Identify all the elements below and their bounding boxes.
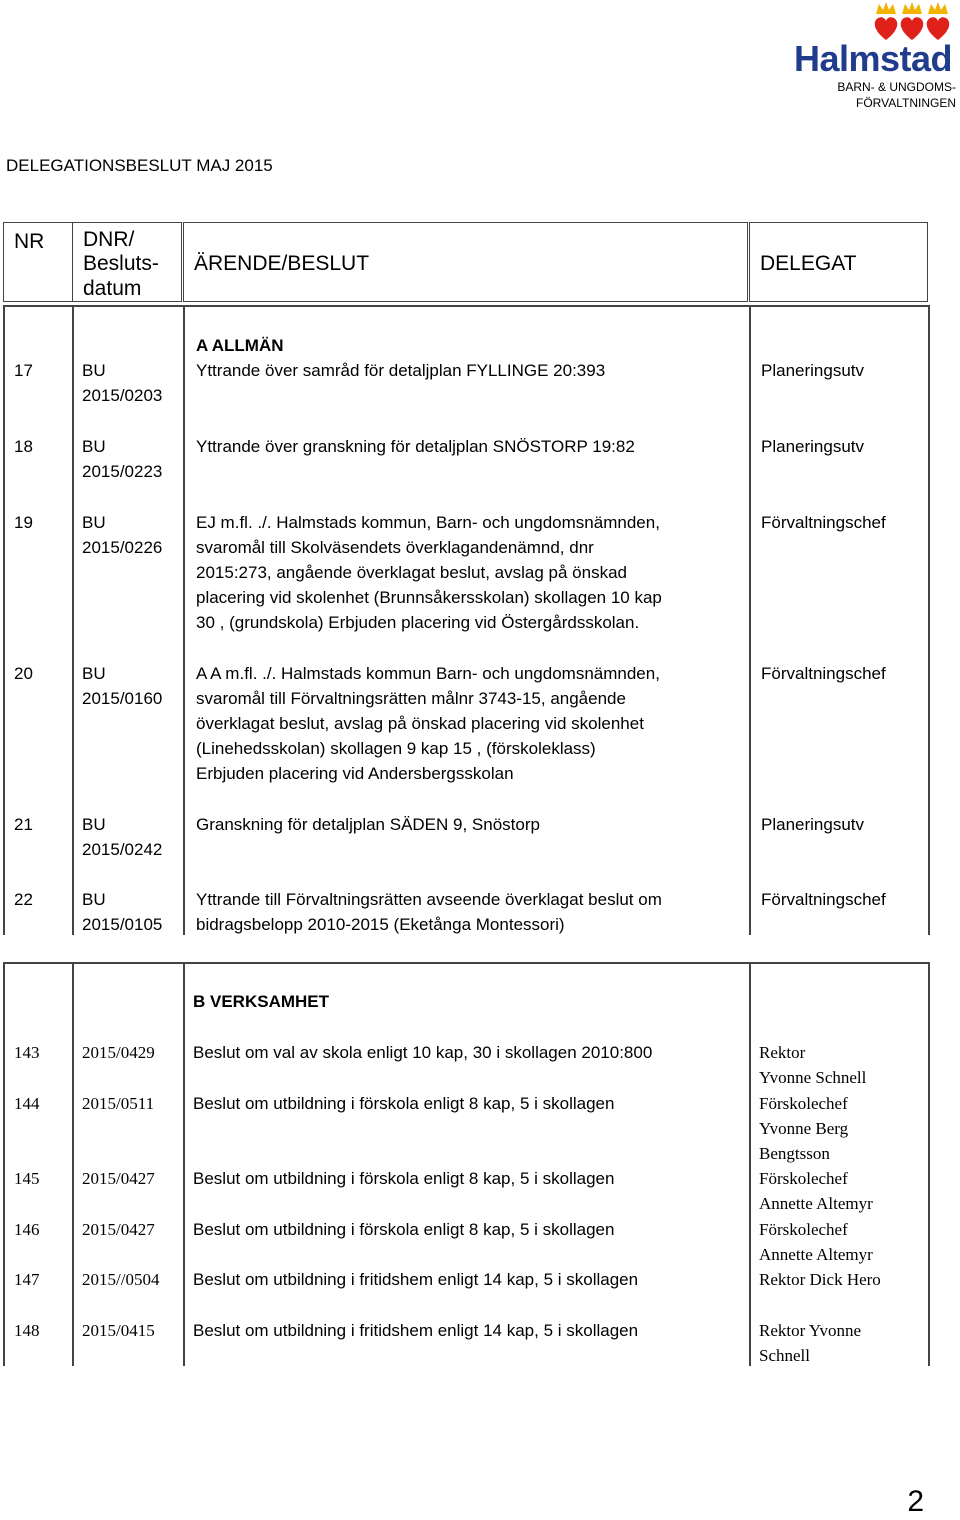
row-22-line-1: Yttrande till Förvaltningsrätten avseende överklagat beslut om bbox=[196, 890, 662, 909]
header-nr: NR bbox=[14, 230, 45, 253]
row-19-line-5: 30 , (grundskola) Erbjuden placering vid Östergårdsskolan. bbox=[196, 613, 640, 632]
row-19-prefix: BU bbox=[82, 513, 106, 532]
row-18-delegat: Planeringsutv bbox=[761, 437, 865, 456]
row-146-delegat-2: Annette Altemyr bbox=[759, 1245, 873, 1264]
row-144-beslut: Beslut om utbildning i förskola enligt 8 kap, 5 i skollagen bbox=[193, 1094, 615, 1113]
row-21-line-1: Granskning för detaljplan SÄDEN 9, Snöstorp bbox=[196, 815, 540, 834]
section-a-top-border bbox=[3, 305, 929, 307]
row-17-dnr: 2015/0203 bbox=[82, 386, 163, 405]
row-19-line-2: svaromål till Skolväsendets överklagandenämnd, dnr bbox=[196, 538, 594, 557]
section-a-line-3 bbox=[749, 305, 751, 935]
row-17-nr: 17 bbox=[14, 361, 33, 380]
row-144-delegat-3: Bengtsson bbox=[759, 1144, 830, 1163]
row-20-prefix: BU bbox=[82, 664, 106, 683]
row-143-delegat-1: Rektor bbox=[759, 1043, 806, 1062]
row-19-line-1: EJ m.fl. ./. Halmstads kommun, Barn- och ungdomsnämnden, bbox=[196, 513, 660, 532]
header-dnr-cell bbox=[72, 222, 182, 302]
row-21-dnr: 2015/0242 bbox=[82, 840, 163, 859]
row-145-nr: 145 bbox=[14, 1169, 40, 1188]
row-18-nr: 18 bbox=[14, 437, 33, 456]
row-148-dnr: 2015/0415 bbox=[82, 1321, 155, 1340]
section-b-line-3 bbox=[749, 962, 751, 1366]
row-20-dnr: 2015/0160 bbox=[82, 689, 163, 708]
logo-subtitle-line2: FÖRVALTNINGEN bbox=[855, 96, 956, 110]
header-delegat: DELEGAT bbox=[760, 252, 857, 275]
row-147-dnr: 2015//0504 bbox=[82, 1270, 160, 1289]
row-145-beslut: Beslut om utbildning i förskola enligt 8 kap, 5 i skollagen bbox=[193, 1169, 615, 1188]
row-146-beslut: Beslut om utbildning i förskola enligt 8 kap, 5 i skollagen bbox=[193, 1220, 615, 1239]
row-147-nr: 147 bbox=[14, 1270, 40, 1289]
row-21-nr: 21 bbox=[14, 815, 33, 834]
row-20-delegat: Förvaltningschef bbox=[761, 664, 886, 683]
row-146-dnr: 2015/0427 bbox=[82, 1220, 155, 1239]
section-a-line-1 bbox=[72, 305, 74, 935]
row-144-nr: 144 bbox=[14, 1094, 40, 1113]
row-19-dnr: 2015/0226 bbox=[82, 538, 163, 557]
row-20-line-5: Erbjuden placering vid Andersbergsskolan bbox=[196, 764, 514, 783]
row-19-line-4: placering vid skolenhet (Brunnsåkersskolan) skollagen 10 kap bbox=[196, 588, 662, 607]
row-147-beslut: Beslut om utbildning i fritidshem enligt 14 kap, 5 i skollagen bbox=[193, 1270, 639, 1289]
row-145-delegat-1: Förskolechef bbox=[759, 1169, 848, 1188]
row-18-dnr: 2015/0223 bbox=[82, 462, 163, 481]
section-a-heading: A ALLMÄN bbox=[196, 336, 284, 355]
row-145-dnr: 2015/0427 bbox=[82, 1169, 155, 1188]
row-17-prefix: BU bbox=[82, 361, 106, 380]
header-dnr-line1: DNR/ bbox=[83, 228, 135, 251]
section-b-line-left bbox=[3, 962, 5, 1366]
row-19-delegat: Förvaltningschef bbox=[761, 513, 886, 532]
section-b-line-2 bbox=[183, 962, 185, 1366]
page-number: 2 bbox=[907, 1485, 924, 1518]
row-22-dnr: 2015/0105 bbox=[82, 915, 163, 934]
row-143-dnr: 2015/0429 bbox=[82, 1043, 155, 1062]
row-143-nr: 143 bbox=[14, 1043, 40, 1062]
row-22-line-2: bidragsbelopp 2010-2015 (Eketånga Montessori) bbox=[196, 915, 565, 934]
row-146-delegat-1: Förskolechef bbox=[759, 1220, 848, 1239]
row-22-prefix: BU bbox=[82, 890, 106, 909]
row-17-line-1: Yttrande över samråd för detaljplan FYLLINGE 20:393 bbox=[196, 361, 606, 380]
section-a-line-right bbox=[928, 305, 930, 935]
row-20-line-2: svaromål till Förvaltningsrätten målnr 3743-15, angående bbox=[196, 689, 626, 708]
document-title: DELEGATIONSBESLUT MAJ 2015 bbox=[6, 156, 273, 175]
header-arende: ÄRENDE/BESLUT bbox=[194, 252, 370, 275]
section-b-line-right bbox=[928, 962, 930, 1366]
row-20-nr: 20 bbox=[14, 664, 33, 683]
section-a-line-2 bbox=[183, 305, 185, 935]
row-147-delegat-1: Rektor Dick Hero bbox=[759, 1270, 881, 1289]
row-20-line-3: överklagat beslut, avslag på önskad placering vid skolenhet bbox=[196, 714, 644, 733]
row-144-delegat-2: Yvonne Berg bbox=[759, 1119, 849, 1138]
row-20-line-4: (Linehedsskolan) skollagen 9 kap 15 , (förskoleklass) bbox=[196, 739, 596, 758]
row-146-nr: 146 bbox=[14, 1220, 40, 1239]
halmstad-logo bbox=[786, 0, 960, 112]
row-148-beslut: Beslut om utbildning i fritidshem enligt 14 kap, 5 i skollagen bbox=[193, 1321, 639, 1340]
section-a-line-left bbox=[3, 305, 5, 935]
section-b-heading: B VERKSAMHET bbox=[193, 992, 330, 1011]
row-21-delegat: Planeringsutv bbox=[761, 815, 865, 834]
header-dnr-line3: datum bbox=[83, 277, 142, 300]
row-18-prefix: BU bbox=[82, 437, 106, 456]
row-19-nr: 19 bbox=[14, 513, 33, 532]
row-19-line-3: 2015:273, angående överklagat beslut, avslag på önskad bbox=[196, 563, 627, 582]
logo-wordmark: Halmstad bbox=[793, 38, 953, 79]
row-22-nr: 22 bbox=[14, 890, 33, 909]
row-20-line-1: A A m.fl. ./. Halmstads kommun Barn- och ungdomsnämnden, bbox=[196, 664, 660, 683]
row-148-nr: 148 bbox=[14, 1321, 40, 1340]
row-144-delegat-1: Förskolechef bbox=[759, 1094, 848, 1113]
header-arende-cell bbox=[183, 222, 748, 302]
header-delegat-cell bbox=[749, 222, 928, 302]
row-18-line-1: Yttrande över granskning för detaljplan SNÖSTORP 19:82 bbox=[196, 437, 635, 456]
row-145-delegat-2: Annette Altemyr bbox=[759, 1194, 873, 1213]
row-17-delegat: Planeringsutv bbox=[761, 361, 865, 380]
row-22-delegat: Förvaltningschef bbox=[761, 890, 886, 909]
row-21-prefix: BU bbox=[82, 815, 106, 834]
row-144-dnr: 2015/0511 bbox=[82, 1094, 155, 1113]
row-148-delegat-2: Schnell bbox=[759, 1346, 810, 1365]
section-b-top-border bbox=[3, 962, 929, 964]
row-143-delegat-2: Yvonne Schnell bbox=[759, 1068, 867, 1087]
row-143-beslut: Beslut om val av skola enligt 10 kap, 30 i skollagen 2010:800 bbox=[193, 1043, 653, 1062]
header-nr-cell bbox=[3, 222, 73, 302]
header-dnr-line2: Besluts- bbox=[83, 252, 159, 275]
section-b-line-1 bbox=[72, 962, 74, 1366]
row-148-delegat-1: Rektor Yvonne bbox=[759, 1321, 862, 1340]
logo-subtitle-line1: BARN- & UNGDOMS- bbox=[837, 80, 956, 94]
